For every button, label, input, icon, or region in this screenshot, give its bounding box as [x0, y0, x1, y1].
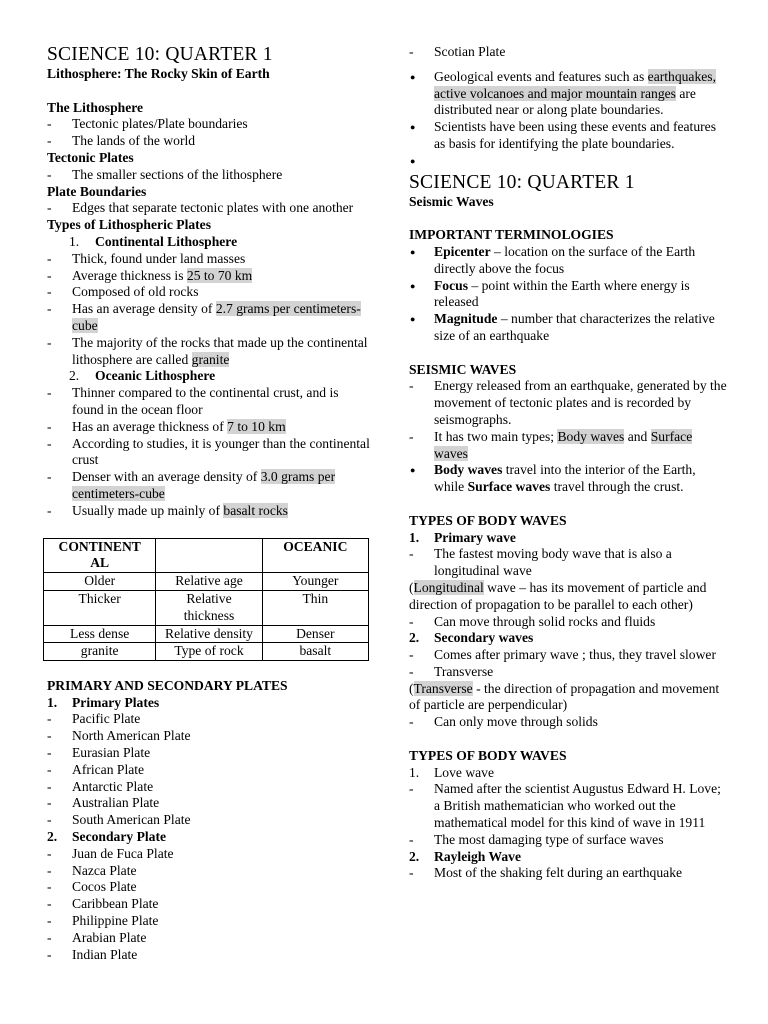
- primary-wave-heading: 1. Primary wave: [409, 529, 516, 545]
- list-item: ● Focus – point within the Earth where energy is released: [409, 278, 729, 312]
- list-item: - Energy released from an earthquake, generated by the movement of tectonic plates and is recorded by seismographs.: [409, 378, 729, 428]
- list-item: ● Magnitude – number that characterizes the relative size of an earthquake: [409, 311, 729, 345]
- list-item: - According to studies, it is younger than the continental crust: [47, 436, 372, 470]
- left-column: [47, 44, 372, 963]
- list-item: - Edges that separate tectonic plates with one another: [47, 200, 372, 217]
- list-item: - The smaller sections of the lithosphere: [47, 167, 372, 184]
- table-row: [44, 590, 369, 625]
- highlight: 25 to 70 km: [186, 267, 253, 283]
- love-wave-heading: 1. Love wave: [409, 764, 495, 780]
- highlight: 7 to 10 km: [227, 418, 286, 434]
- table-row: [44, 643, 369, 661]
- secondary-plates-list: [47, 846, 372, 964]
- list-item: - Usually made up mainly of basalt rocks: [47, 503, 372, 520]
- list-item: - It has two main types; Body waves and Surface waves: [409, 429, 729, 463]
- list-item: - Most of the shaking felt during an earthquake: [409, 865, 729, 882]
- list-item: - Comes after primary wave ; thus, they travel slower: [409, 647, 729, 664]
- table-cell: Thin: [262, 590, 368, 625]
- list-item: - Thick, found under land masses: [47, 251, 372, 268]
- table-header-cell: CONTINENT AL: [44, 538, 156, 573]
- table-row: [44, 625, 369, 643]
- love-wave-list: [409, 781, 729, 848]
- seismic-bullet-list: [409, 462, 729, 496]
- transverse-note: (Transverse - the direction of propagation and movement of particle are perpendicular): [409, 680, 720, 713]
- plates-heading: PRIMARY AND SECONDARY PLATES: [47, 677, 288, 693]
- secondary-wave-list: [409, 647, 729, 681]
- comparison-table: [43, 538, 369, 662]
- list-item: ● Body waves travel into the interior of the Earth, while Surface waves travel through the crust.: [409, 462, 729, 496]
- list-item: - Juan de Fuca Plate: [47, 846, 372, 863]
- list-item: ● Epicenter – location on the surface of the Earth directly above the focus: [409, 244, 729, 278]
- highlight: earthquakes, active volcanoes and major mountain ranges: [434, 68, 716, 101]
- list-item: ● Geological events and features such as earthquakes, active volcanoes and major mountain ranges are distributed near or along plate boundaries.: [409, 69, 729, 119]
- boundaries-list: [47, 200, 372, 217]
- page-title: SCIENCE 10: QUARTER 1: [47, 44, 273, 65]
- seismic-waves-heading: SEISMIC WAVES: [409, 361, 517, 377]
- table-cell: Denser: [262, 625, 368, 643]
- list-item: - Nazca Plate: [47, 863, 372, 880]
- table-cell: Type of rock: [156, 643, 262, 661]
- highlight: 2.7 grams per centimeters-cube: [72, 301, 361, 333]
- list-item: - Philippine Plate: [47, 913, 372, 930]
- list-item: - The majority of the rocks that made up the continental lithosphere are called granite: [47, 335, 372, 369]
- list-item: - Tectonic plates/Plate boundaries: [47, 116, 372, 133]
- primary-plates-list: [47, 711, 372, 829]
- seismic-list: [409, 378, 729, 462]
- terminologies-list: [409, 244, 729, 345]
- highlight: Transverse: [413, 680, 473, 696]
- list-item: - Has an average thickness of 7 to 10 km: [47, 419, 372, 436]
- table-cell: Older: [44, 573, 156, 591]
- lithosphere-subtitle: Lithosphere: The Rocky Skin of Earth: [47, 66, 270, 81]
- highlight: granite: [191, 351, 230, 367]
- section-title: SCIENCE 10: QUARTER 1: [409, 171, 635, 193]
- primary-plates-heading-list: [47, 695, 372, 712]
- table-header-cell: [156, 538, 262, 573]
- highlight: 3.0 grams per centimeters-cube: [72, 469, 336, 501]
- primary-wave-list-2: [409, 614, 729, 631]
- highlight: basalt rocks: [223, 502, 288, 518]
- lithosphere-heading: The Lithosphere: [47, 99, 144, 115]
- oceanic-list: [47, 385, 372, 519]
- table-header-row: [44, 538, 369, 573]
- right-column: [409, 44, 729, 882]
- highlight: Longitudinal: [413, 579, 484, 595]
- list-item: - Caribbean Plate: [47, 896, 372, 913]
- list-item: ● Scientists have been using these events and features as basis for identifying the plate boundaries.: [409, 119, 729, 153]
- plate-boundaries-heading: Plate Boundaries: [47, 183, 147, 199]
- table-cell: Younger: [262, 573, 368, 591]
- continental-list: [47, 251, 372, 369]
- table-cell: Thicker: [44, 590, 156, 625]
- table-row: [44, 573, 369, 591]
- list-item: - Cocos Plate: [47, 879, 372, 896]
- list-item: - Has an average density of 2.7 grams per centimeters-cube: [47, 301, 372, 335]
- lithosphere-list: [47, 116, 372, 150]
- list-item: - Named after the scientist Augustus Edward H. Love; a British mathematician who worked out the mathematical model for this kind of wave in 1911: [409, 781, 729, 831]
- list-item: - Average thickness is 25 to 70 km: [47, 268, 372, 285]
- types-heading: Types of Lithospheric Plates: [47, 217, 212, 233]
- highlight: Body waves: [557, 428, 625, 444]
- list-item: - The fastest moving body wave that is also a longitudinal wave: [409, 546, 729, 580]
- secondary-plates-heading: 2. Secondary Plate: [47, 829, 167, 845]
- secondary-plates-heading-list: [47, 829, 372, 846]
- seismic-subtitle: Seismic Waves: [409, 193, 494, 209]
- list-item: - Antarctic Plate: [47, 779, 372, 796]
- table-cell: Relative thickness: [156, 590, 262, 625]
- empty-list-item: [409, 153, 729, 170]
- oceanic-heading: 2. Oceanic Lithosphere: [69, 368, 216, 384]
- table-cell: Relative age: [156, 573, 262, 591]
- list-item: - African Plate: [47, 762, 372, 779]
- list-item: - Pacific Plate: [47, 711, 372, 728]
- list-item: - Scotian Plate: [409, 44, 729, 61]
- table-cell: Relative density: [156, 625, 262, 643]
- list-item: - North American Plate: [47, 728, 372, 745]
- list-item: - Denser with an average density of 3.0 grams per centimeters-cube: [47, 469, 372, 503]
- love-wave-heading-list: [409, 765, 729, 782]
- body-waves-heading: TYPES OF BODY WAVES: [409, 512, 567, 528]
- list-item: - Arabian Plate: [47, 930, 372, 947]
- list-item: - Thinner compared to the continental crust, and is found in the ocean floor: [47, 385, 372, 419]
- tectonic-plates-heading: Tectonic Plates: [47, 149, 134, 165]
- primary-plates-heading: 1. Primary Plates: [47, 694, 160, 710]
- list-item: - Can move through solid rocks and fluids: [409, 614, 729, 631]
- table-cell: basalt: [262, 643, 368, 661]
- list-item: - The lands of the world: [47, 133, 372, 150]
- primary-wave-list: [409, 546, 729, 580]
- continental-heading-list: [47, 234, 372, 251]
- oceanic-heading-list: [47, 368, 372, 385]
- list-item: - The most damaging type of surface waves: [409, 832, 729, 849]
- plates-continued-list: [409, 44, 729, 61]
- highlight: Surface waves: [434, 428, 693, 461]
- table-cell: granite: [44, 643, 156, 661]
- rayleigh-wave-heading: 2. Rayleigh Wave: [409, 848, 521, 864]
- continental-heading: 1. Continental Lithosphere: [69, 233, 238, 249]
- terminologies-heading: IMPORTANT TERMINOLOGIES: [409, 227, 614, 243]
- rayleigh-wave-heading-list: [409, 849, 729, 866]
- table-cell: Less dense: [44, 625, 156, 643]
- geology-list: [409, 69, 729, 170]
- list-item: - Composed of old rocks: [47, 284, 372, 301]
- surface-waves-heading: TYPES OF BODY WAVES: [409, 747, 567, 763]
- list-item: - Can only move through solids: [409, 714, 729, 731]
- list-item: - Transverse: [409, 664, 729, 681]
- rayleigh-wave-list: [409, 865, 729, 882]
- list-item: - Indian Plate: [47, 947, 372, 964]
- secondary-wave-heading: 2. Secondary waves: [409, 630, 534, 646]
- list-item: - South American Plate: [47, 812, 372, 829]
- list-item: - Australian Plate: [47, 795, 372, 812]
- list-item: - Eurasian Plate: [47, 745, 372, 762]
- longitudinal-note: (Longitudinal wave – has its movement of particle and direction of propagation to be parallel to each other): [409, 579, 707, 612]
- secondary-wave-list-2: [409, 714, 729, 731]
- table-header-cell: OCEANIC: [262, 538, 368, 573]
- secondary-wave-heading-list: [409, 630, 729, 647]
- primary-wave-heading-list: [409, 530, 729, 547]
- tectonic-list: [47, 167, 372, 184]
